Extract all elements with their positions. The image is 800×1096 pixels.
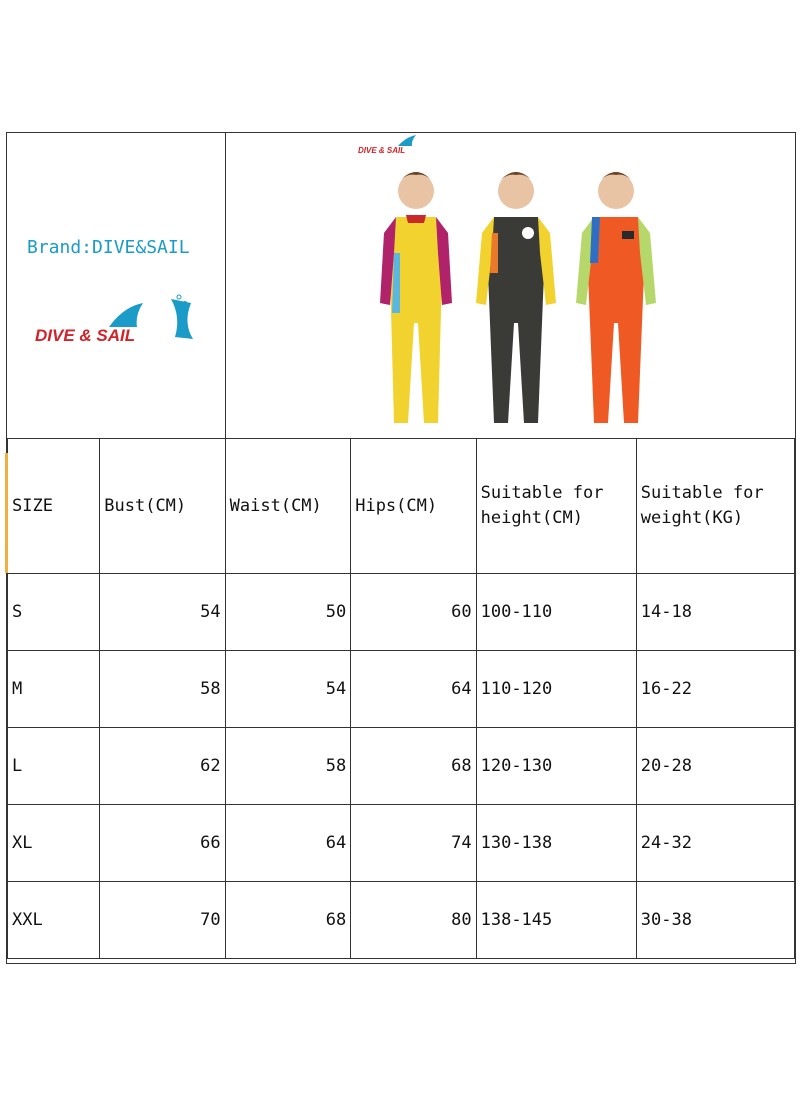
height-cell: 110-120 [476, 651, 636, 728]
bust-cell: 66 [100, 805, 225, 882]
logo-text-small: DIVE & SAIL [358, 146, 406, 155]
weight-cell: 24-32 [636, 805, 794, 882]
size-cell: M [8, 651, 100, 728]
waist-cell: 50 [225, 574, 351, 651]
hips-cell: 80 [351, 882, 476, 959]
height-cell: 130-138 [476, 805, 636, 882]
header-height: Suitable for height(CM) [476, 439, 636, 574]
bust-cell: 58 [100, 651, 225, 728]
weight-cell: 16-22 [636, 651, 794, 728]
size-table [7, 438, 795, 959]
size-chart-sheet [6, 132, 796, 964]
hips-cell: 64 [351, 651, 476, 728]
table-row [8, 805, 795, 882]
waist-cell: 64 [225, 805, 351, 882]
black-wetsuit-figure [476, 172, 556, 423]
height-cell: 120-130 [476, 728, 636, 805]
bust-cell: 70 [100, 882, 225, 959]
waist-cell: 68 [225, 882, 351, 959]
hips-cell: 60 [351, 574, 476, 651]
table-header-row [8, 439, 795, 574]
size-cell: L [8, 728, 100, 805]
height-cell: 138-145 [476, 882, 636, 959]
header-weight: Suitable for weight(KG) [636, 439, 794, 574]
header-waist: Waist(CM) [225, 439, 351, 574]
height-cell: 100-110 [476, 574, 636, 651]
table-row [8, 574, 795, 651]
size-cell: S [8, 574, 100, 651]
brand-label: Brand:DIVE&SAIL [27, 237, 190, 258]
logo-text: DIVE & SAIL [35, 326, 136, 345]
hips-cell: 74 [351, 805, 476, 882]
header-hips: Hips(CM) [351, 439, 476, 574]
weight-cell: 20-28 [636, 728, 794, 805]
waist-cell: 54 [225, 651, 351, 728]
product-photo-cell [226, 133, 795, 438]
header-bust: Bust(CM) [100, 439, 225, 574]
orange-wetsuit-figure [576, 172, 656, 423]
bust-cell: 62 [100, 728, 225, 805]
weight-cell: 14-18 [636, 574, 794, 651]
bust-cell: 54 [100, 574, 225, 651]
dive-sail-logo [31, 293, 201, 353]
yellow-wetsuit-figure [380, 172, 452, 423]
header-edge-marker [5, 453, 8, 573]
table-row [8, 882, 795, 959]
size-cell: XXL [8, 882, 100, 959]
weight-cell: 30-38 [636, 882, 794, 959]
waist-cell: 58 [225, 728, 351, 805]
table-row [8, 728, 795, 805]
table-row [8, 651, 795, 728]
kids-wetsuits-image [366, 153, 666, 435]
size-cell: XL [8, 805, 100, 882]
brand-cell [7, 133, 226, 438]
hips-cell: 68 [351, 728, 476, 805]
header-row [7, 133, 795, 439]
header-size: SIZE [8, 439, 100, 574]
